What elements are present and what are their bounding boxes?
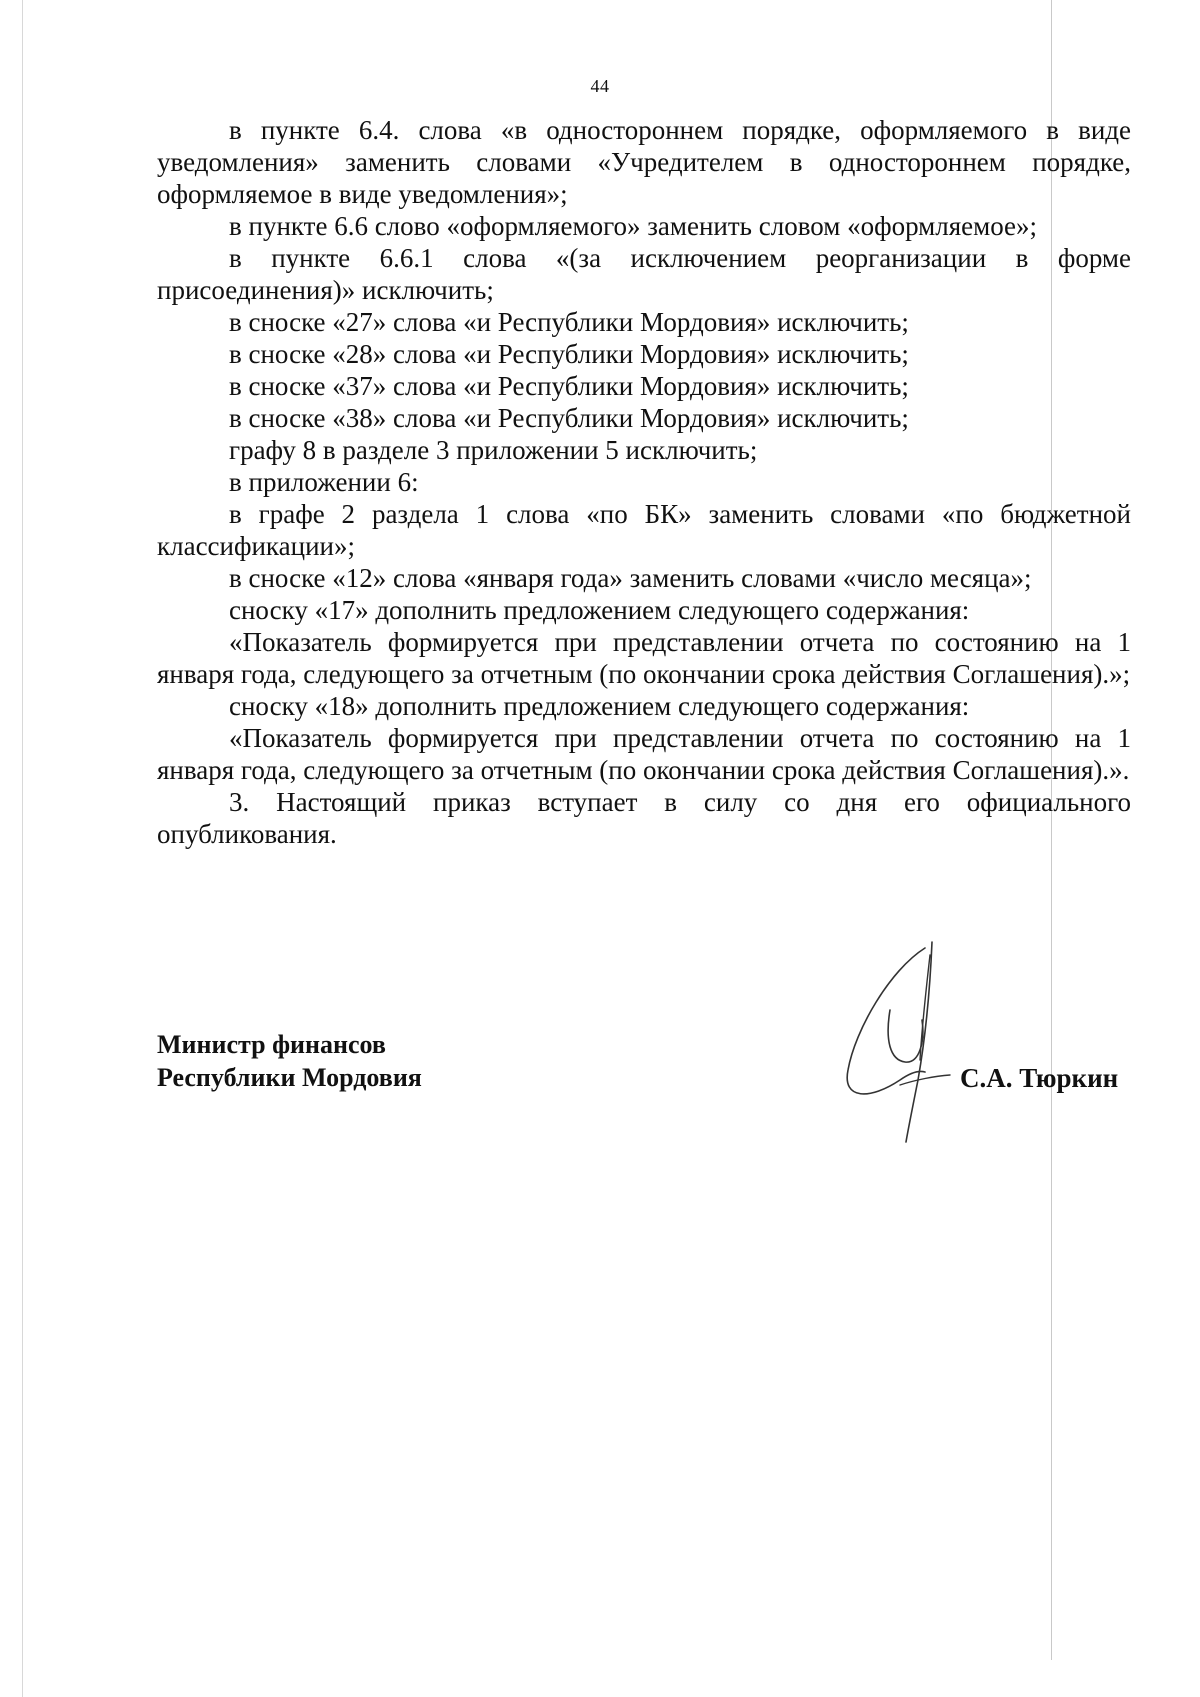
paragraph: сноску «17» дополнить предложением следующего содержания: <box>229 595 970 625</box>
paragraph: «Показатель формируется при представлении отчета по состоянию на 1 января года, следующего за отчетным (по окончании срока действия Соглашения).». <box>157 723 1131 785</box>
paragraph: в сноске «12» слова «января года» заменить словами «число месяца»; <box>229 563 1032 593</box>
paragraph: в сноске «38» слова «и Республики Мордовия» исключить; <box>229 403 909 433</box>
paragraph: в пункте 6.6 слово «оформляемого» заменить словом «оформляемое»; <box>229 211 1038 241</box>
paragraph: в графе 2 раздела 1 слова «по БК» заменить словами «по бюджетной классификации»; <box>157 499 1131 561</box>
signatory-position-line: Министр финансов <box>157 1030 386 1059</box>
paragraph: 3. Настоящий приказ вступает в силу со дня его официального опубликования. <box>157 787 1131 849</box>
paragraph: «Показатель формируется при представлении отчета по состоянию на 1 января года, следующего за отчетным (по окончании срока действия Соглашения).»; <box>157 627 1131 689</box>
paragraph: в пункте 6.4. слова «в одностороннем порядке, оформляемого в виде уведомления» заменить словами «Учредителем в одностороннем порядке, оформляемое в виде уведомления»; <box>157 115 1131 209</box>
scan-edge-left <box>22 0 23 1697</box>
paragraph: в сноске «27» слова «и Республики Мордовия» исключить; <box>229 307 909 337</box>
page-number: 44 <box>590 76 610 96</box>
paragraph: в сноске «28» слова «и Республики Мордовия» исключить; <box>229 339 909 369</box>
paragraph: графу 8 в разделе 3 приложении 5 исключить; <box>229 435 758 465</box>
document-body <box>157 114 1131 850</box>
paragraph: в пункте 6.6.1 слова «(за исключением реорганизации в форме присоединения)» исключить; <box>157 243 1131 305</box>
handwritten-signature <box>830 930 1010 1150</box>
paragraph: сноску «18» дополнить предложением следующего содержания: <box>229 691 970 721</box>
signatory-name: С.А. Тюркин <box>960 1063 1119 1093</box>
signatory-position-line: Республики Мордовия <box>157 1063 422 1092</box>
paragraph: в сноске «37» слова «и Республики Мордовия» исключить; <box>229 371 909 401</box>
signatory-position <box>157 1028 422 1094</box>
paragraph: в приложении 6: <box>229 467 419 497</box>
